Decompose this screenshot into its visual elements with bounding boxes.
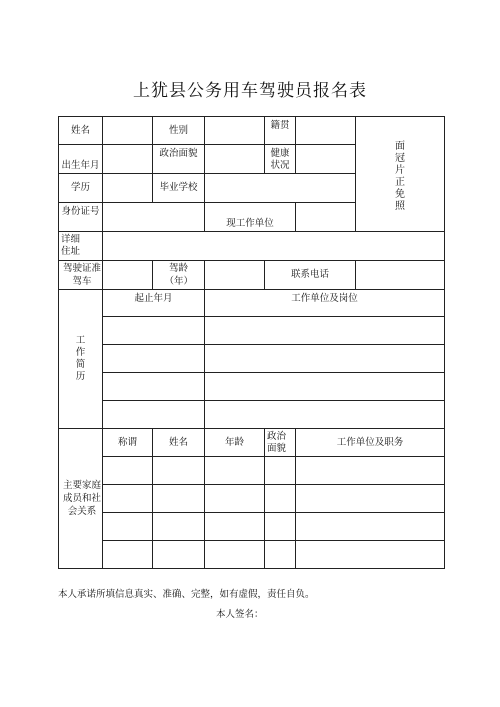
photo-box[interactable] [356,117,445,232]
field-id-number[interactable] [103,203,205,232]
resume-unit-cell[interactable] [205,373,445,401]
label-license [59,261,103,290]
header-family-name: 姓名 [153,429,205,457]
resume-period-cell[interactable] [103,345,205,373]
family-unit-cell[interactable] [296,541,445,569]
family-name-cell[interactable] [153,513,205,541]
resume-period-cell[interactable] [103,373,205,401]
family-political-cell[interactable] [265,513,296,541]
signature-label: 本人签名： [216,609,264,620]
header-resume-period: 起止年月 [103,290,205,317]
label-name: 姓名 [59,117,103,145]
resume-period-cell[interactable] [103,401,205,429]
field-health[interactable] [296,145,356,174]
family-name-cell[interactable] [153,485,205,513]
field-native-place[interactable] [296,117,356,145]
field-birth[interactable] [103,145,153,174]
field-name[interactable] [103,117,153,145]
header-family-title: 称谓 [103,429,153,457]
promise-statement: 本人承诺所填信息真实、准确、完整，如有虚假，责任自负。 [58,589,315,600]
label-current-unit: 现工作单位 [205,203,296,232]
photo-label: 面冠片正免照 [395,141,405,212]
family-title-cell[interactable] [103,513,153,541]
family-age-cell[interactable] [205,513,265,541]
field-education[interactable] [103,174,153,203]
field-license[interactable] [103,261,153,290]
family-title-cell[interactable] [103,485,153,513]
family-name-cell[interactable] [153,457,205,485]
label-family [59,429,103,569]
label-native-place: 籍贯 [265,117,296,145]
registration-form-table [58,116,445,569]
field-driving-age[interactable] [205,261,265,290]
label-resume-text: 工作简历 [75,335,86,382]
header-family-age: 年龄 [205,429,265,457]
resume-period-cell[interactable] [103,317,205,345]
label-health: 健康状况 [265,145,296,174]
field-current-unit[interactable] [296,203,356,232]
family-name-cell[interactable] [153,541,205,569]
family-political-cell[interactable] [265,541,296,569]
label-political-status: 政治面貌 [153,145,205,174]
label-driving-age [153,261,205,290]
field-address[interactable] [103,232,445,261]
family-political-cell[interactable] [265,457,296,485]
form-title: 上犹县公务用车驾驶员报名表 [133,81,367,101]
label-address [59,232,103,261]
field-phone[interactable] [356,261,445,290]
field-school[interactable] [205,174,356,203]
family-unit-cell[interactable] [296,513,445,541]
field-gender[interactable] [205,117,265,145]
family-unit-cell[interactable] [296,457,445,485]
family-unit-cell[interactable] [296,485,445,513]
family-title-cell[interactable] [103,457,153,485]
family-title-cell[interactable] [103,541,153,569]
field-political-status[interactable] [205,145,265,174]
resume-unit-cell[interactable] [205,345,445,373]
label-birth: 出生年月 [59,145,103,174]
label-phone: 联系电话 [265,261,356,290]
resume-unit-cell[interactable] [205,317,445,345]
resume-unit-cell[interactable] [205,401,445,429]
family-age-cell[interactable] [205,457,265,485]
label-gender: 性别 [153,117,205,145]
family-political-cell[interactable] [265,485,296,513]
header-family-unit: 工作单位及职务 [296,429,445,457]
label-education: 学历 [59,174,103,203]
label-license-text: 驾驶证准驾车 [62,263,101,287]
label-id-number: 身份证号 [59,203,103,232]
label-resume [59,290,103,429]
header-family-political-text: 政治面貌 [267,430,287,454]
family-age-cell[interactable] [205,541,265,569]
family-age-cell[interactable] [205,485,265,513]
label-family-text: 主要家庭成员和社会关系 [62,480,101,517]
header-family-political [265,429,296,457]
header-resume-unit: 工作单位及岗位 [205,290,445,317]
label-driving-age-text: 驾龄（年） [164,263,194,287]
label-address-text: 详细住址 [61,234,81,257]
label-school: 毕业学校 [153,174,205,203]
